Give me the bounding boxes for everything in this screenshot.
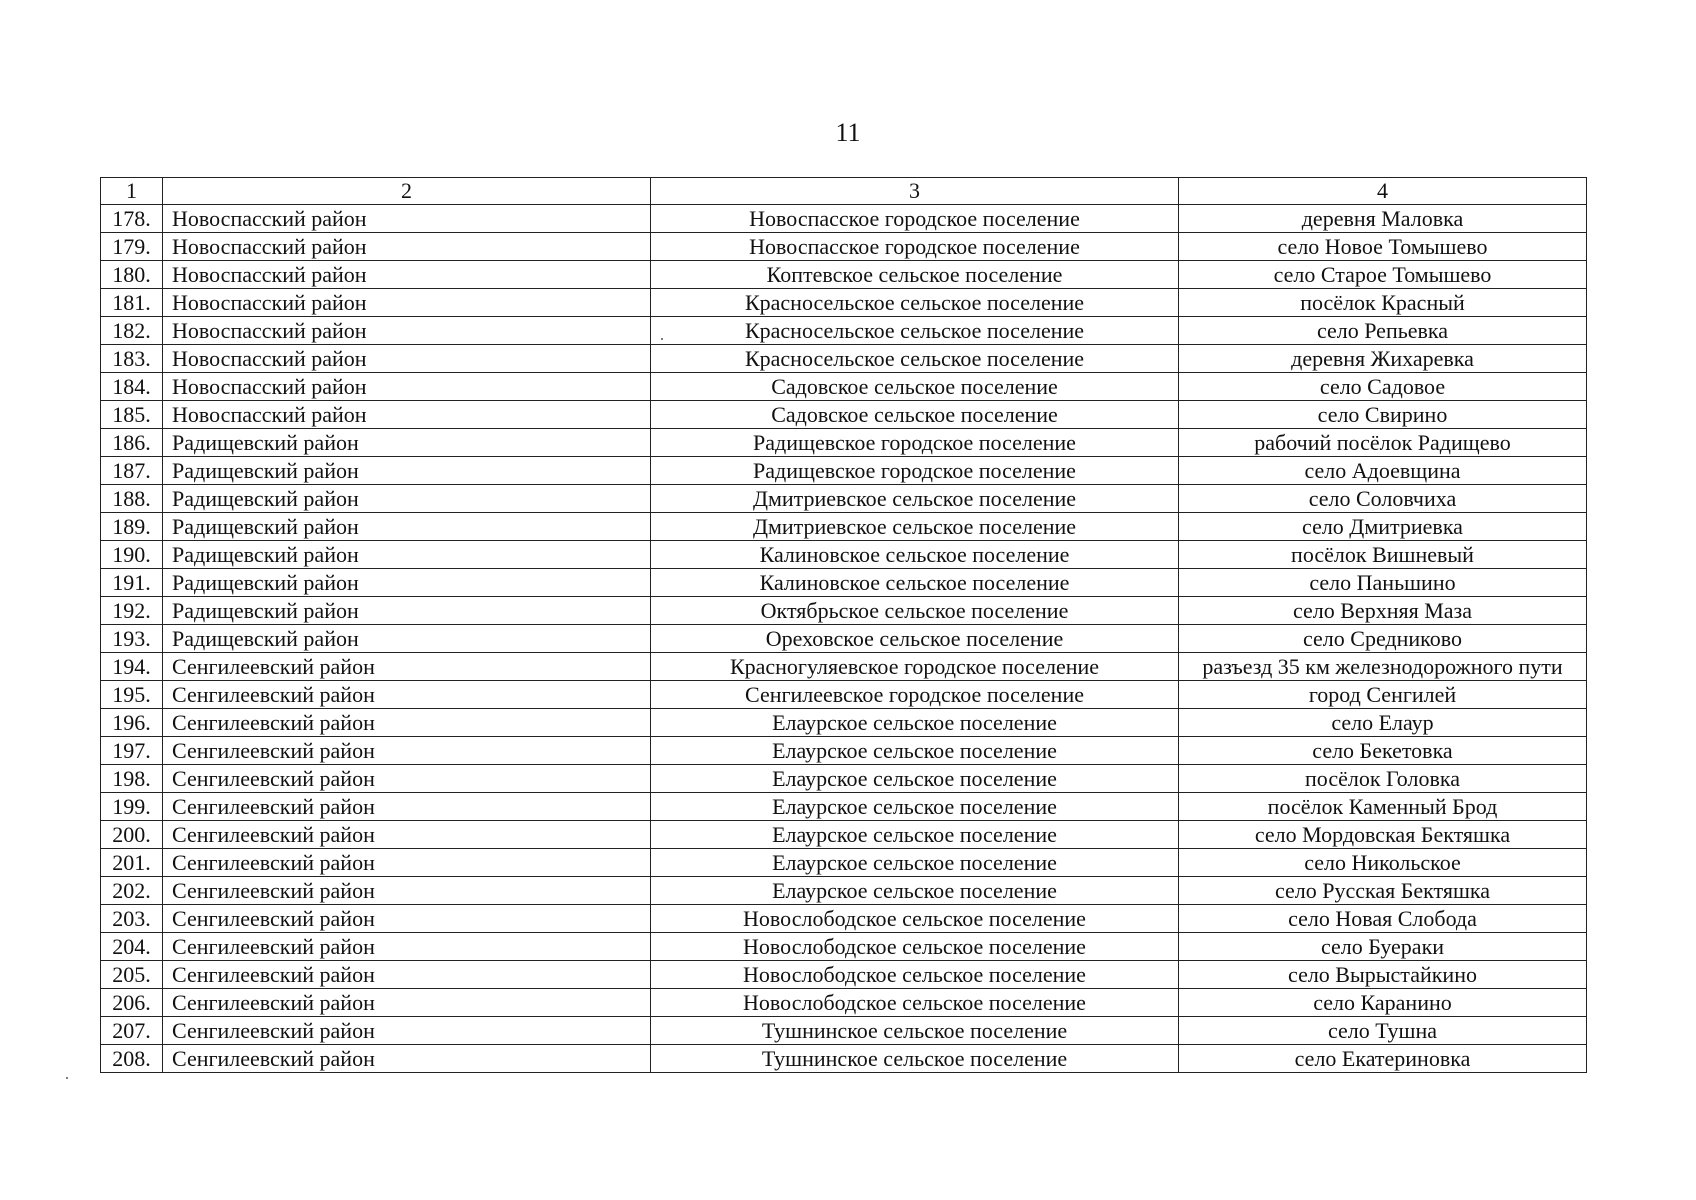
cell-settlement: Красносельское сельское поселение bbox=[651, 345, 1179, 373]
table-row bbox=[101, 821, 1587, 849]
cell-locality: село Дмитриевка bbox=[1179, 513, 1587, 541]
cell-district: Сенгилеевский район bbox=[163, 765, 651, 793]
cell-locality: село Средниково bbox=[1179, 625, 1587, 653]
header-col-3: 3 bbox=[651, 178, 1179, 205]
cell-locality: село Елаур bbox=[1179, 709, 1587, 737]
cell-district: Новоспасский район bbox=[163, 373, 651, 401]
page-number: 11 bbox=[835, 118, 861, 147]
scan-speck bbox=[66, 1077, 68, 1079]
cell-district: Сенгилеевский район bbox=[163, 653, 651, 681]
cell-row-number: 178. bbox=[101, 205, 163, 233]
cell-settlement: Новоспасское городское поселение bbox=[651, 205, 1179, 233]
cell-settlement: Красносельское сельское поселение bbox=[651, 317, 1179, 345]
cell-district: Сенгилеевский район bbox=[163, 681, 651, 709]
cell-district: Сенгилеевский район bbox=[163, 709, 651, 737]
cell-locality: село Свирино bbox=[1179, 401, 1587, 429]
cell-district: Сенгилеевский район bbox=[163, 877, 651, 905]
table-row bbox=[101, 205, 1587, 233]
cell-district: Сенгилеевский район bbox=[163, 849, 651, 877]
cell-settlement: Красносельское сельское поселение bbox=[651, 289, 1179, 317]
cell-district: Сенгилеевский район bbox=[163, 989, 651, 1017]
table-row bbox=[101, 905, 1587, 933]
table-row bbox=[101, 401, 1587, 429]
cell-locality: город Сенгилей bbox=[1179, 681, 1587, 709]
table-row bbox=[101, 233, 1587, 261]
cell-settlement: Новослободское сельское поселение bbox=[651, 905, 1179, 933]
cell-row-number: 208. bbox=[101, 1045, 163, 1073]
cell-district: Сенгилеевский район bbox=[163, 821, 651, 849]
cell-settlement: Коптевское сельское поселение bbox=[651, 261, 1179, 289]
cell-settlement: Новоспасское городское поселение bbox=[651, 233, 1179, 261]
table-row bbox=[101, 541, 1587, 569]
cell-locality: село Садовое bbox=[1179, 373, 1587, 401]
cell-row-number: 190. bbox=[101, 541, 163, 569]
cell-locality: село Вырыстайкино bbox=[1179, 961, 1587, 989]
cell-row-number: 188. bbox=[101, 485, 163, 513]
cell-district: Новоспасский район bbox=[163, 289, 651, 317]
cell-settlement: Дмитриевское сельское поселение bbox=[651, 485, 1179, 513]
header-col-1: 1 bbox=[101, 178, 163, 205]
cell-settlement: Дмитриевское сельское поселение bbox=[651, 513, 1179, 541]
cell-district: Радищевский район bbox=[163, 625, 651, 653]
scan-speck bbox=[661, 338, 663, 340]
cell-settlement: Садовское сельское поселение bbox=[651, 373, 1179, 401]
cell-settlement: Новослободское сельское поселение bbox=[651, 933, 1179, 961]
cell-district: Радищевский район bbox=[163, 457, 651, 485]
table-row bbox=[101, 961, 1587, 989]
cell-settlement: Сенгилеевское городское поселение bbox=[651, 681, 1179, 709]
cell-row-number: 207. bbox=[101, 1017, 163, 1045]
cell-district: Новоспасский район bbox=[163, 317, 651, 345]
cell-row-number: 206. bbox=[101, 989, 163, 1017]
cell-row-number: 181. bbox=[101, 289, 163, 317]
table-row bbox=[101, 345, 1587, 373]
cell-district: Сенгилеевский район bbox=[163, 737, 651, 765]
cell-row-number: 203. bbox=[101, 905, 163, 933]
table-header-row bbox=[101, 178, 1587, 205]
cell-settlement: Красногуляевское городское поселение bbox=[651, 653, 1179, 681]
cell-locality: посёлок Каменный Брод bbox=[1179, 793, 1587, 821]
cell-row-number: 199. bbox=[101, 793, 163, 821]
cell-locality: село Новая Слобода bbox=[1179, 905, 1587, 933]
header-col-4: 4 bbox=[1179, 178, 1587, 205]
cell-district: Сенгилеевский район bbox=[163, 1017, 651, 1045]
cell-locality: село Русская Бектяшка bbox=[1179, 877, 1587, 905]
cell-row-number: 205. bbox=[101, 961, 163, 989]
cell-row-number: 201. bbox=[101, 849, 163, 877]
table-row bbox=[101, 625, 1587, 653]
cell-settlement: Елаурское сельское поселение bbox=[651, 793, 1179, 821]
cell-locality: село Бекетовка bbox=[1179, 737, 1587, 765]
table-row bbox=[101, 513, 1587, 541]
cell-locality: село Соловчиха bbox=[1179, 485, 1587, 513]
cell-row-number: 191. bbox=[101, 569, 163, 597]
table-body bbox=[101, 205, 1587, 1073]
cell-row-number: 180. bbox=[101, 261, 163, 289]
cell-row-number: 179. bbox=[101, 233, 163, 261]
cell-settlement: Новослободское сельское поселение bbox=[651, 989, 1179, 1017]
cell-row-number: 189. bbox=[101, 513, 163, 541]
cell-locality: деревня Маловка bbox=[1179, 205, 1587, 233]
cell-settlement: Калиновское сельское поселение bbox=[651, 541, 1179, 569]
cell-locality: посёлок Головка bbox=[1179, 765, 1587, 793]
cell-row-number: 194. bbox=[101, 653, 163, 681]
cell-settlement: Калиновское сельское поселение bbox=[651, 569, 1179, 597]
cell-locality: разъезд 35 км железнодорожного пути bbox=[1179, 653, 1587, 681]
cell-settlement: Октябрьское сельское поселение bbox=[651, 597, 1179, 625]
cell-row-number: 202. bbox=[101, 877, 163, 905]
table-row bbox=[101, 933, 1587, 961]
cell-locality: село Буераки bbox=[1179, 933, 1587, 961]
table-row bbox=[101, 681, 1587, 709]
cell-settlement: Новослободское сельское поселение bbox=[651, 961, 1179, 989]
table-row bbox=[101, 989, 1587, 1017]
cell-locality: село Репьевка bbox=[1179, 317, 1587, 345]
cell-settlement: Елаурское сельское поселение bbox=[651, 849, 1179, 877]
table-row bbox=[101, 317, 1587, 345]
cell-row-number: 196. bbox=[101, 709, 163, 737]
table-row bbox=[101, 373, 1587, 401]
cell-row-number: 183. bbox=[101, 345, 163, 373]
cell-row-number: 198. bbox=[101, 765, 163, 793]
cell-settlement: Елаурское сельское поселение bbox=[651, 709, 1179, 737]
cell-settlement: Тушнинское сельское поселение bbox=[651, 1017, 1179, 1045]
cell-settlement: Тушнинское сельское поселение bbox=[651, 1045, 1179, 1073]
cell-district: Радищевский район bbox=[163, 541, 651, 569]
cell-locality: село Верхняя Маза bbox=[1179, 597, 1587, 625]
cell-district: Сенгилеевский район bbox=[163, 933, 651, 961]
cell-settlement: Елаурское сельское поселение bbox=[651, 737, 1179, 765]
cell-row-number: 195. bbox=[101, 681, 163, 709]
cell-locality: село Новое Томышево bbox=[1179, 233, 1587, 261]
table-row bbox=[101, 653, 1587, 681]
table-row bbox=[101, 597, 1587, 625]
cell-locality: село Мордовская Бектяшка bbox=[1179, 821, 1587, 849]
cell-row-number: 187. bbox=[101, 457, 163, 485]
header-col-2: 2 bbox=[163, 178, 651, 205]
cell-settlement: Радищевское городское поселение bbox=[651, 457, 1179, 485]
cell-locality: село Никольское bbox=[1179, 849, 1587, 877]
cell-district: Новоспасский район bbox=[163, 205, 651, 233]
table-row bbox=[101, 737, 1587, 765]
cell-settlement: Садовское сельское поселение bbox=[651, 401, 1179, 429]
cell-locality: деревня Жихаревка bbox=[1179, 345, 1587, 373]
cell-row-number: 197. bbox=[101, 737, 163, 765]
cell-row-number: 193. bbox=[101, 625, 163, 653]
table-row bbox=[101, 261, 1587, 289]
cell-settlement: Елаурское сельское поселение bbox=[651, 821, 1179, 849]
cell-district: Сенгилеевский район bbox=[163, 793, 651, 821]
cell-district: Сенгилеевский район bbox=[163, 905, 651, 933]
cell-row-number: 200. bbox=[101, 821, 163, 849]
table-row bbox=[101, 457, 1587, 485]
cell-district: Радищевский район bbox=[163, 429, 651, 457]
cell-locality: село Каранино bbox=[1179, 989, 1587, 1017]
cell-locality: рабочий посёлок Радищево bbox=[1179, 429, 1587, 457]
cell-row-number: 192. bbox=[101, 597, 163, 625]
table-row bbox=[101, 485, 1587, 513]
table-row bbox=[101, 793, 1587, 821]
table-row bbox=[101, 849, 1587, 877]
cell-row-number: 185. bbox=[101, 401, 163, 429]
table-row bbox=[101, 569, 1587, 597]
cell-settlement: Ореховское сельское поселение bbox=[651, 625, 1179, 653]
cell-district: Новоспасский район bbox=[163, 233, 651, 261]
cell-row-number: 204. bbox=[101, 933, 163, 961]
cell-district: Новоспасский район bbox=[163, 261, 651, 289]
cell-locality: село Паньшино bbox=[1179, 569, 1587, 597]
cell-locality: посёлок Красный bbox=[1179, 289, 1587, 317]
cell-row-number: 184. bbox=[101, 373, 163, 401]
table-row bbox=[101, 877, 1587, 905]
cell-district: Радищевский район bbox=[163, 513, 651, 541]
cell-settlement: Елаурское сельское поселение bbox=[651, 765, 1179, 793]
cell-locality: село Екатериновка bbox=[1179, 1045, 1587, 1073]
cell-district: Радищевский район bbox=[163, 569, 651, 597]
table-row bbox=[101, 1017, 1587, 1045]
table-row bbox=[101, 1045, 1587, 1073]
table-row bbox=[101, 429, 1587, 457]
cell-district: Новоспасский район bbox=[163, 345, 651, 373]
cell-settlement: Елаурское сельское поселение bbox=[651, 877, 1179, 905]
table-row bbox=[101, 709, 1587, 737]
cell-locality: село Адоевщина bbox=[1179, 457, 1587, 485]
cell-district: Радищевский район bbox=[163, 485, 651, 513]
cell-locality: село Старое Томышево bbox=[1179, 261, 1587, 289]
table-row bbox=[101, 765, 1587, 793]
table-row bbox=[101, 289, 1587, 317]
cell-district: Сенгилеевский район bbox=[163, 961, 651, 989]
cell-row-number: 182. bbox=[101, 317, 163, 345]
cell-row-number: 186. bbox=[101, 429, 163, 457]
cell-district: Радищевский район bbox=[163, 597, 651, 625]
cell-district: Новоспасский район bbox=[163, 401, 651, 429]
settlements-table bbox=[100, 177, 1587, 1073]
cell-locality: посёлок Вишневый bbox=[1179, 541, 1587, 569]
cell-settlement: Радищевское городское поселение bbox=[651, 429, 1179, 457]
cell-locality: село Тушна bbox=[1179, 1017, 1587, 1045]
cell-district: Сенгилеевский район bbox=[163, 1045, 651, 1073]
